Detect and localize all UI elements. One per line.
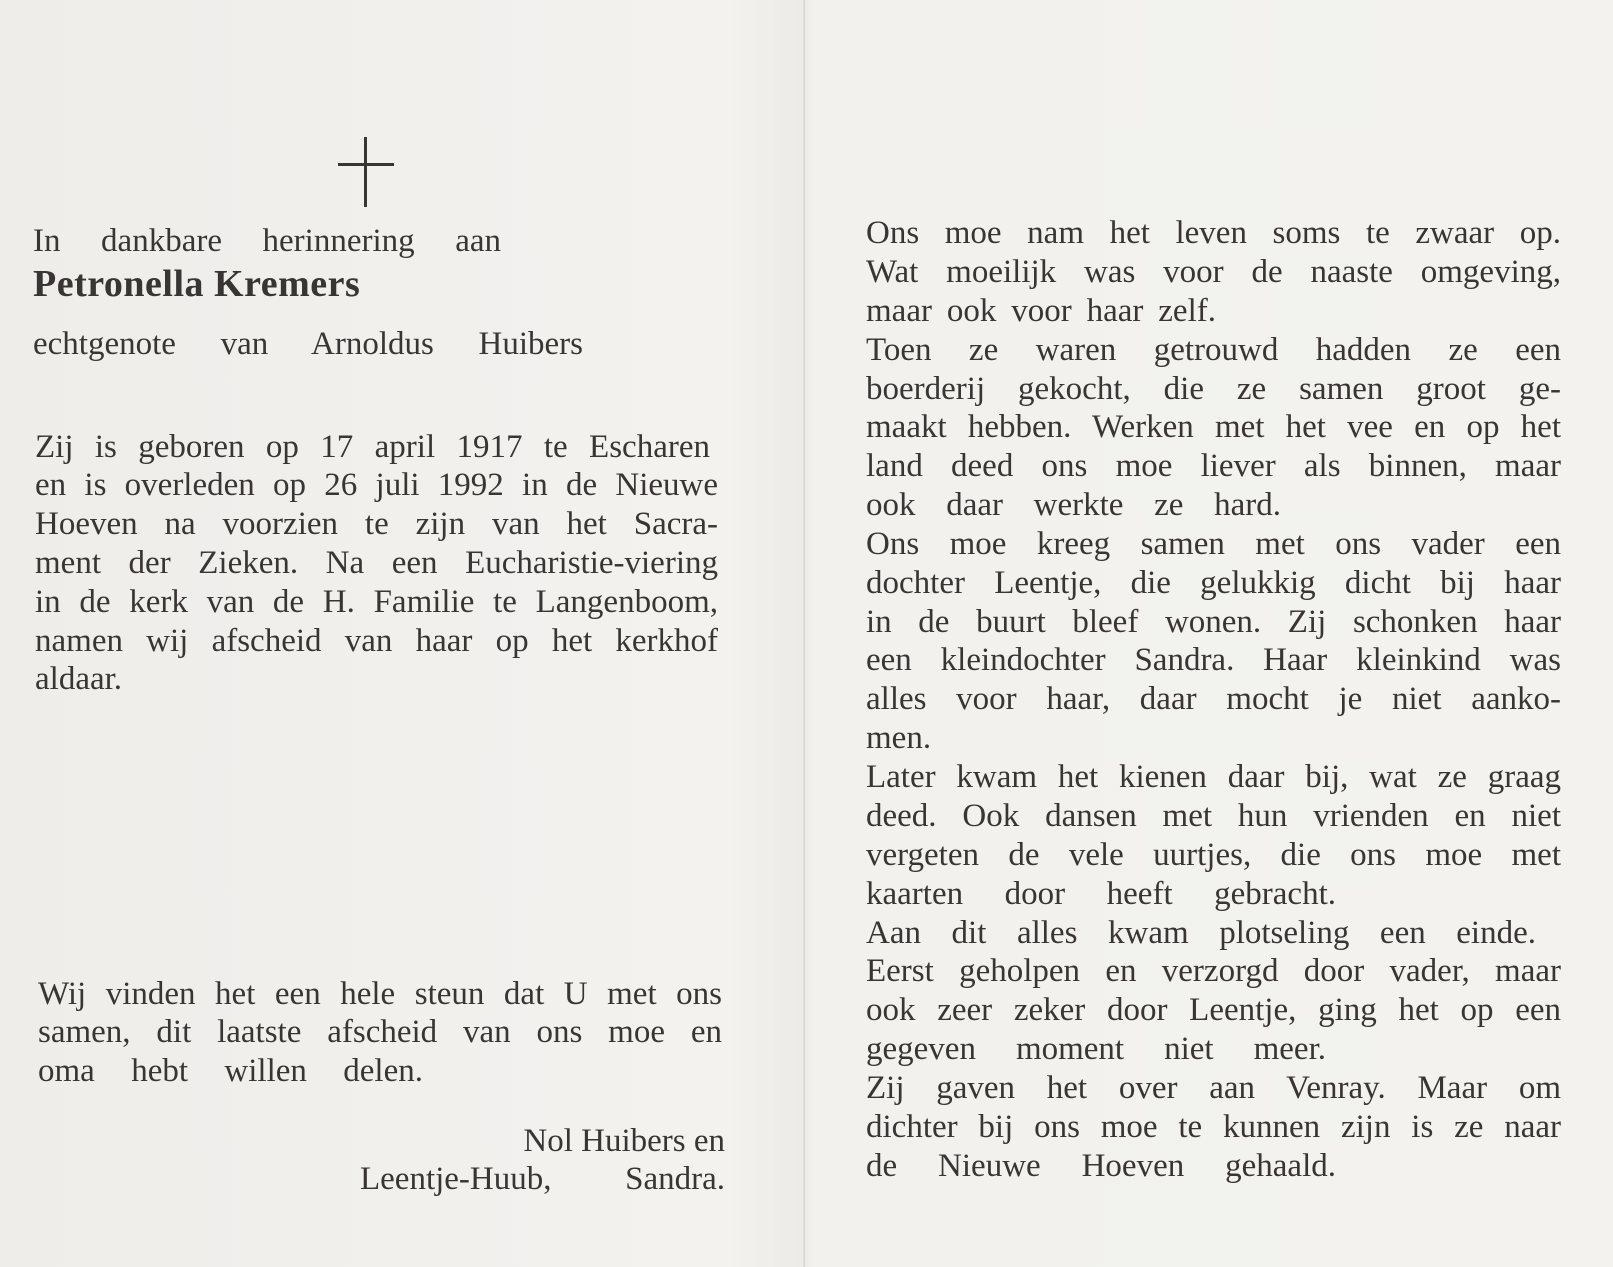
story-line: Eerst geholpen en verzorgd door vader, maar (866, 953, 1561, 989)
bio-line: en is overleden op 26 juli 1992 in de Nieuwe (35, 467, 718, 503)
intro-text: In dankbare herinnering aan (33, 223, 501, 259)
story-line: men. (866, 720, 932, 756)
story-line: vergeten de vele uurtjes, die ons moe met (866, 837, 1561, 873)
story-line: maakt hebben. Werken met het vee en op het (866, 409, 1561, 445)
thanks-line: Wij vinden het een hele steun dat U met ons (38, 976, 722, 1012)
story-line: Aan dit alles kwam plotseling een einde. (866, 915, 1536, 951)
story-line: een kleindochter Sandra. Haar kleinkind was (866, 642, 1561, 678)
story-line: Ons moe nam het leven soms te zwaar op. (866, 215, 1561, 251)
story-line: Zij gaven het over aan Venray. Maar om (866, 1070, 1561, 1106)
story-line: in de buurt bleef wonen. Zij schonken haar (866, 604, 1561, 640)
bio-line: namen wij afscheid van haar op het kerkhof (35, 623, 718, 659)
bio-line: Zij is geboren op 17 april 1917 te Escharen (35, 429, 710, 465)
signature-line: Leentje-Huub, Sandra. (360, 1161, 725, 1197)
story-line: ook zeer zeker door Leentje, ging het op een (866, 992, 1561, 1028)
thanks-line: samen, dit laatste afscheid van ons moe en (38, 1014, 722, 1050)
thanks-line: oma hebt willen delen. (38, 1053, 423, 1089)
card-fold (803, 0, 806, 1267)
story-line: dichter bij ons moe te kunnen zijn is ze naar (866, 1109, 1561, 1145)
story-line: kaarten door heeft gebracht. (866, 876, 1336, 912)
story-line: land deed ons moe liever als binnen, maar (866, 448, 1561, 484)
signature-line: Nol Huibers en (523, 1123, 725, 1159)
story-line: Later kwam het kienen daar bij, wat ze graag (866, 759, 1561, 795)
bio-line: aldaar. (35, 661, 123, 697)
spouse-text: echtgenote van Arnoldus Huibers (33, 326, 583, 362)
story-line: gegeven moment niet meer. (866, 1031, 1326, 1067)
story-line: Ons moe kreeg samen met ons vader een (866, 526, 1561, 562)
story-line: de Nieuwe Hoeven gehaald. (866, 1148, 1336, 1184)
story-line: dochter Leentje, die gelukkig dicht bij haar (866, 565, 1561, 601)
story-line: ook daar werkte ze hard. (866, 487, 1281, 523)
story-line: deed. Ook dansen met hun vrienden en niet (866, 798, 1561, 834)
story-line: alles voor haar, daar mocht je niet aanko- (866, 681, 1561, 717)
story-line: Toen ze waren getrouwd hadden ze een (866, 332, 1561, 368)
deceased-name: Petronella Kremers (33, 263, 361, 305)
bio-line: ment der Zieken. Na een Eucharistie-viering (35, 545, 718, 581)
story-line: boerderij gekocht, die ze samen groot ge- (866, 371, 1561, 407)
cross-icon (338, 137, 394, 207)
story-line: Wat moeilijk was voor de naaste omgeving, (866, 254, 1561, 290)
story-line: maar ook voor haar zelf. (866, 293, 1216, 329)
bio-line: Hoeven na voorzien te zijn van het Sacra- (35, 506, 718, 542)
bio-line: in de kerk van de H. Familie te Langenboom, (35, 584, 718, 620)
